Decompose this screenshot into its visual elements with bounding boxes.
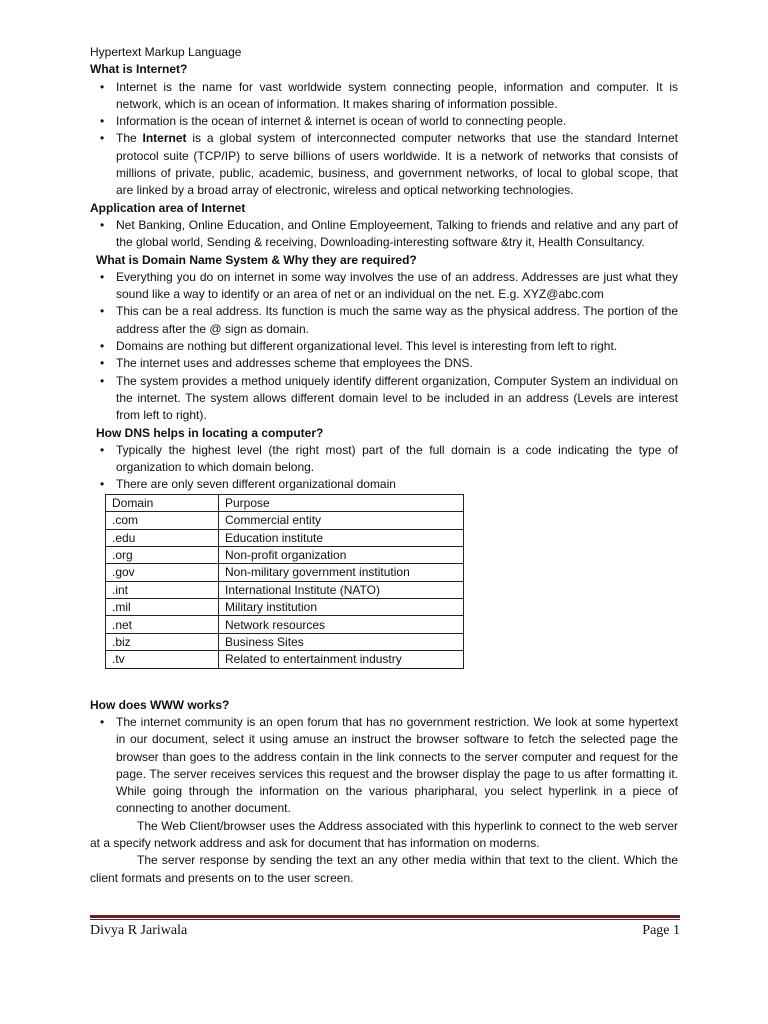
internet-bullets: [90, 79, 678, 200]
list-item: [90, 130, 678, 199]
heading-what-is-internet: What is Internet?: [90, 62, 188, 77]
list-item: • There are only seven different organizational domain: [90, 476, 678, 493]
purpose-cell: Military institution: [219, 599, 464, 616]
table-row: [106, 512, 464, 529]
list-item: • Internet is the name for vast worldwide system connecting people, information and computer. It is network, which is an ocean of information. It makes sharing of information possible.: [90, 79, 678, 114]
domain-cell: .com: [106, 512, 219, 529]
purpose-cell: Non-profit organization: [219, 546, 464, 563]
table-row: [106, 616, 464, 633]
domain-cell: .tv: [106, 651, 219, 668]
purpose-cell: Non-military government institution: [219, 564, 464, 581]
dns-bullets: [90, 269, 678, 425]
purpose-cell: Business Sites: [219, 633, 464, 650]
heading-application-area: Application area of Internet: [90, 200, 246, 215]
domain-table: [105, 494, 464, 669]
heading-dns: What is Domain Name System & Why they are required?: [96, 252, 417, 267]
heading-dns-locating: How DNS helps in locating a computer?: [96, 425, 324, 440]
table-row: [106, 564, 464, 581]
purpose-cell: Commercial entity: [219, 512, 464, 529]
domain-cell: .net: [106, 616, 219, 633]
domain-cell: .org: [106, 546, 219, 563]
www-bullets: [90, 714, 678, 818]
document-header: Hypertext Markup Language: [90, 45, 242, 59]
table-row: [106, 599, 464, 616]
domain-cell: .biz: [106, 633, 219, 650]
purpose-cell: International Institute (NATO): [219, 581, 464, 598]
list-item: • Everything you do on internet in some way involves the use of an address. Addresses are just what they sound like a way to identify or an area of net or an individual on the net. E.g. XYZ@abc.com: [90, 269, 678, 304]
list-item: • Net Banking, Online Education, and Online Employeement, Talking to friends and relative and any part of the global world, Sending & receiving, Downloading-interesting software &try it, Health Consultancy.: [90, 217, 678, 252]
paragraph: The server response by sending the text an any other media within that text to the client. Which the client formats and presents on to the user screen.: [90, 853, 678, 885]
list-item: • The internet uses and addresses scheme that employees the DNS.: [90, 355, 678, 372]
domain-cell: .gov: [106, 564, 219, 581]
paragraph: The Web Client/browser uses the Address associated with this hyperlink to connect to the web server at a specify network address and ask for document that has information on moderns.: [90, 818, 678, 850]
table-row: [106, 633, 464, 650]
footer-author: Divya R Jariwala: [90, 923, 188, 938]
bold-text: Internet: [142, 131, 187, 146]
list-item: • This can be a real address. Its function is much the same way as the physical address. The portion of the address after the @ sign as domain.: [90, 303, 678, 338]
text: is a global system of interconnected computer networks that use the standard Internet protocol suite (TCP/IP) to serve billions of users worldwide. It is a network of networks that consists of millions of private, public, academic, business, and government networks, of local to global scope, that are linked by a broad array of electronic, wireless and optical networking technologies.: [116, 131, 678, 198]
domain-cell: .edu: [106, 529, 219, 546]
text: The: [116, 131, 143, 146]
table-row: [106, 546, 464, 563]
list-item: • Domains are nothing but different organizational level. This level is interesting from left to right.: [90, 338, 678, 355]
footer-rule-thin: [90, 919, 680, 920]
domain-cell: .int: [106, 581, 219, 598]
dns-locating-bullets: [90, 442, 678, 494]
purpose-cell: Education institute: [219, 529, 464, 546]
table-row: [106, 581, 464, 598]
page-number: Page 1: [642, 923, 680, 938]
application-bullets: [90, 217, 678, 252]
heading-www: How does WWW works?: [90, 697, 230, 712]
list-item: • The internet community is an open forum that has no government restriction. We look at some hypertext in our document, select it using amuse an instruct the browser software to fetch the selected page the browser than goes to the address contain in the link connects to the server computer and request for the page. The server receives services this request and the browser display the page to us after formatting it. While going through the information on the various pharipharal, you select hyperlink in a piece of connecting to another document.: [90, 714, 678, 818]
list-item: • Typically the highest level (the right most) part of the full domain is a code indicating the type of organization to which domain belong.: [90, 442, 678, 477]
table-header-row: [106, 494, 464, 511]
purpose-cell: Related to entertainment industry: [219, 651, 464, 668]
footer-rule: [90, 915, 680, 918]
list-item: • The system provides a method uniquely identify different organization, Computer System an individual on the internet. The system allows different domain level to be included in an address (Levels are interest from left to right).: [90, 373, 678, 425]
footer: [90, 922, 680, 939]
document-body: [90, 44, 678, 887]
list-item: • Information is the ocean of internet & internet is ocean of world to connecting people.: [90, 113, 678, 130]
header-cell: Domain: [106, 494, 219, 511]
purpose-cell: Network resources: [219, 616, 464, 633]
header-cell: Purpose: [219, 494, 464, 511]
domain-cell: .mil: [106, 599, 219, 616]
table-row: [106, 529, 464, 546]
table-row: [106, 651, 464, 668]
